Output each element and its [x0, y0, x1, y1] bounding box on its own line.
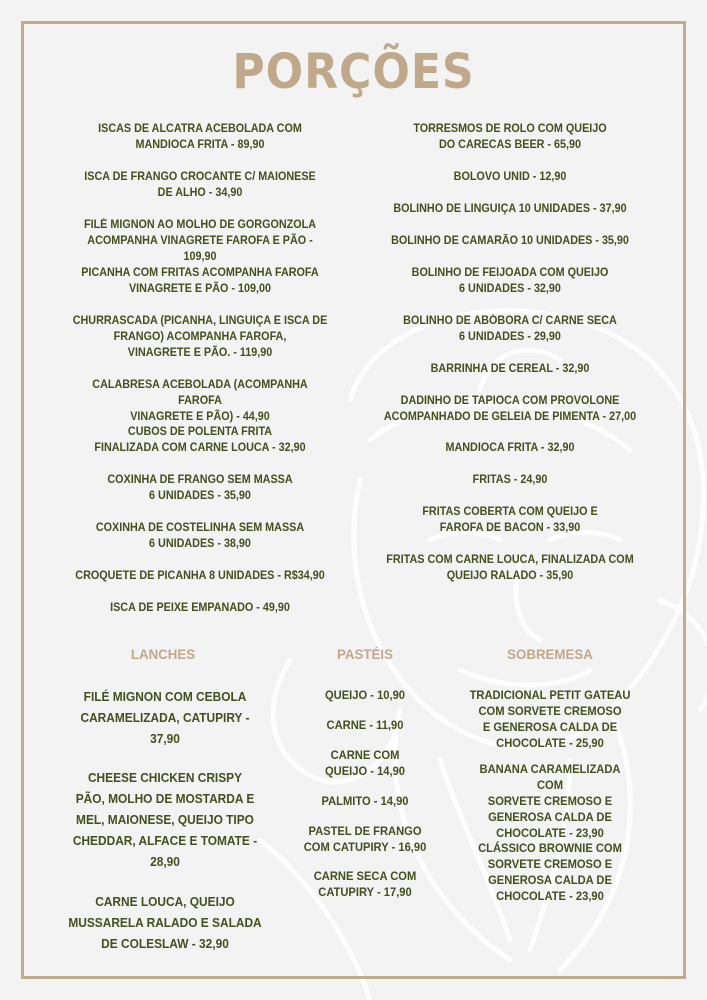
menu-item: CHEESE CHICKEN CRISPY PÃO, MOLHO DE MOSTARDA E MEL, MAIONESE, QUEIJO TIPO CHEDDAR, ALFACE E TOMATE - 28,90 — [72, 770, 258, 869]
menu-item: COXINHA DE COSTELINHA SEM MASSA 6 UNIDADES - 38,90 — [95, 521, 305, 550]
menu-item: CARNE SECA COM CATUPIRY - 17,90 — [313, 869, 417, 899]
menu-item: TRADICIONAL PETIT GATEAU COM SORVETE CREMOSO E GENEROSA CALDA DE CHOCOLATE - 25,90 — [469, 688, 631, 750]
menu-item: FILÉ MIGNON COM CEBOLA CARAMELIZADA, CATUPIRY - 37,90 — [80, 689, 250, 746]
menu-item: FRITAS COM CARNE LOUCA, FINALIZADA COM QUEIJO RALADO - 35,90 — [386, 553, 634, 582]
menu-item: CHURRASCADA (PICANHA, LINGUIÇA E ISCA DE FRANGO) ACOMPANHA FAROFA, VINAGRETE E PÃO. - 119,90 — [72, 314, 328, 359]
menu-item: ISCA DE FRANGO CROCANTE C/ MAIONESE DE ALHO - 34,90 — [84, 170, 316, 199]
menu-item: BOLINHO DE ABÓBORA C/ CARNE SECA 6 UNIDADES - 29,90 — [403, 314, 617, 343]
menu-item: ISCA DE PEIXE EMPANADO - 49,90 — [110, 601, 290, 614]
menu-item: CALABRESA ACEBOLADA (ACOMPANHA FAROFA VINAGRETE E PÃO) - 44,90 — [92, 378, 308, 423]
section-heading-pasteis: PASTÉIS — [337, 646, 393, 662]
menu-item: CARNE - 11,90 — [326, 718, 404, 732]
menu-item: CARNE LOUCA, QUEIJO MUSSARELA RALADO E SALADA DE COLESLAW - 32,90 — [68, 894, 262, 951]
page-title: PORÇÕES — [232, 44, 475, 100]
menu-item: BARRINHA DE CEREAL - 32,90 — [430, 362, 590, 375]
menu-item: BANANA CARAMELIZADA COM SORVETE CREMOSO E GENEROSA CALDA DE CHOCOLATE - 23,90 — [479, 762, 621, 840]
menu-item: TORRESMOS DE ROLO COM QUEIJO DO CARECAS BEER - 65,90 — [413, 122, 607, 151]
menu-item: BOLINHO DE FEIJOADA COM QUEIJO 6 UNIDADES - 32,90 — [411, 266, 609, 295]
menu-item: CLÁSSICO BROWNIE COM SORVETE CREMOSO E GENEROSA CALDA DE CHOCOLATE - 23,90 — [478, 841, 622, 903]
menu-item: PICANHA COM FRITAS ACOMPANHA FAROFA VINAGRETE E PÃO - 109,00 — [81, 266, 319, 295]
menu-item: BOLINHO DE CAMARÃO 10 UNIDADES - 35,90 — [391, 234, 629, 247]
menu-item: MANDIOCA FRITA - 32,90 — [445, 441, 575, 454]
menu-item: CUBOS DE POLENTA FRITA FINALIZADA COM CARNE LOUCA - 32,90 — [94, 425, 306, 454]
menu-item: BOLOVO UNID - 12,90 — [453, 170, 567, 183]
menu-item: FILÉ MIGNON AO MOLHO DE GORGONZOLA ACOMPANHA VINAGRETE FAROFA E PÃO - 109,90 — [83, 218, 317, 263]
menu-item: ISCAS DE ALCATRA ACEBOLADA COM MANDIOCA FRITA - 89,90 — [98, 122, 302, 151]
section-heading-lanches: LANCHES — [130, 646, 196, 662]
menu-item: FRITAS COBERTA COM QUEIJO E FAROFA DE BACON - 33,90 — [422, 505, 598, 534]
menu-item: PALMITO - 14,90 — [321, 794, 409, 808]
menu-item: QUEIJO - 10,90 — [324, 688, 406, 702]
menu-item: COXINHA DE FRANGO SEM MASSA 6 UNIDADES - 35,90 — [107, 473, 293, 502]
menu-item: FRITAS - 24,90 — [472, 473, 548, 486]
menu-item: PASTEL DE FRANGO COM CATUPIRY - 16,90 — [303, 824, 427, 854]
section-heading-sobremesa: SOBREMESA — [507, 646, 593, 662]
menu-item: CARNE COM QUEIJO - 14,90 — [324, 748, 406, 778]
menu-item: BOLINHO DE LINGUIÇA 10 UNIDADES - 37,90 — [393, 202, 627, 215]
menu-item: DADINHO DE TAPIOCA COM PROVOLONE ACOMPANHADO DE GELEIA DE PIMENTA - 27,00 — [383, 394, 637, 423]
menu-item: CROQUETE DE PICANHA 8 UNIDADES - R$34,90 — [75, 569, 325, 582]
